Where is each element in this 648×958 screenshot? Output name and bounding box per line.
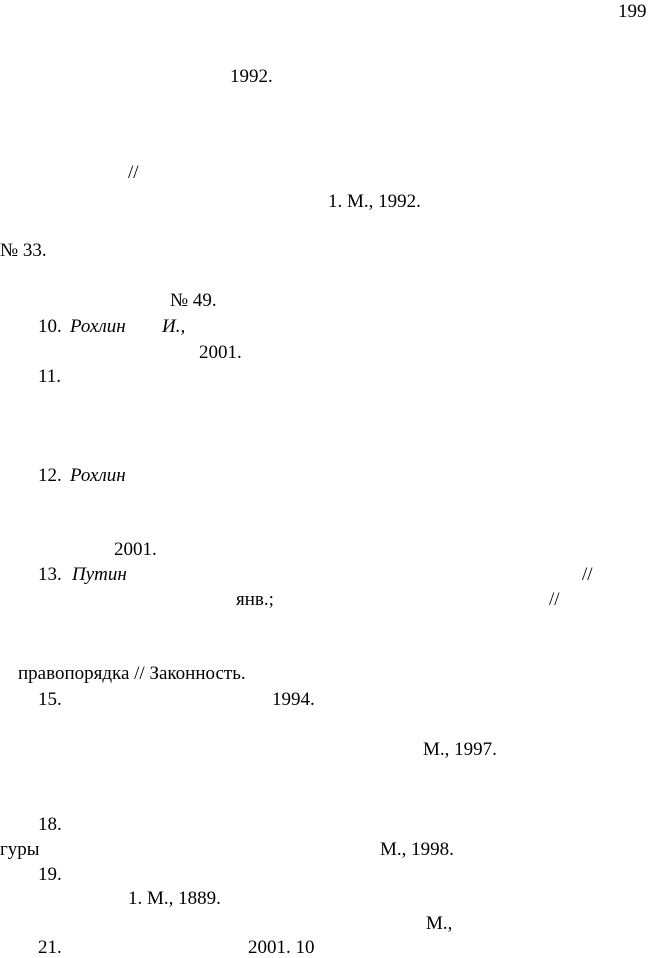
ref-number: 13. bbox=[38, 564, 62, 585]
ref-fragment: гуры bbox=[0, 839, 40, 860]
ref-number: 10. bbox=[38, 316, 62, 337]
ref-fragment: 1. М., 1992. bbox=[328, 191, 421, 212]
ref-fragment: № 49. bbox=[170, 290, 217, 311]
ref-number: 15. bbox=[38, 689, 62, 710]
ref-fragment: 2001. bbox=[114, 539, 157, 560]
ref-author-initials: И., bbox=[162, 316, 186, 337]
ref-author: Путин bbox=[72, 564, 127, 585]
ref-author: Рохлин bbox=[70, 316, 126, 337]
ref-fragment: правопорядка // Законность. bbox=[18, 663, 246, 684]
ref-separator: // bbox=[582, 564, 593, 585]
ref-fragment: 2001. bbox=[199, 342, 242, 363]
ref-fragment: 1992. bbox=[230, 66, 273, 87]
ref-fragment: М., bbox=[426, 913, 453, 934]
ref-fragment: 2001. 10 bbox=[248, 937, 315, 958]
ref-fragment: М., 1997. bbox=[423, 739, 497, 760]
ref-number: 12. bbox=[38, 465, 62, 486]
ref-number: 18. bbox=[38, 814, 62, 835]
ref-number: 19. bbox=[38, 864, 62, 885]
ref-fragment: янв.; bbox=[236, 589, 274, 610]
ref-fragment: М., 1998. bbox=[380, 839, 454, 860]
ref-author: Рохлин bbox=[70, 465, 126, 486]
ref-fragment: № 33. bbox=[0, 240, 47, 261]
page-number: 199 bbox=[618, 1, 647, 22]
ref-fragment: 1994. bbox=[272, 689, 315, 710]
ref-separator: // bbox=[128, 162, 139, 183]
ref-number: 11. bbox=[38, 366, 62, 387]
ref-separator: // bbox=[549, 589, 560, 610]
ref-number: 21. bbox=[38, 937, 62, 958]
ref-fragment: 1. М., 1889. bbox=[128, 888, 221, 909]
